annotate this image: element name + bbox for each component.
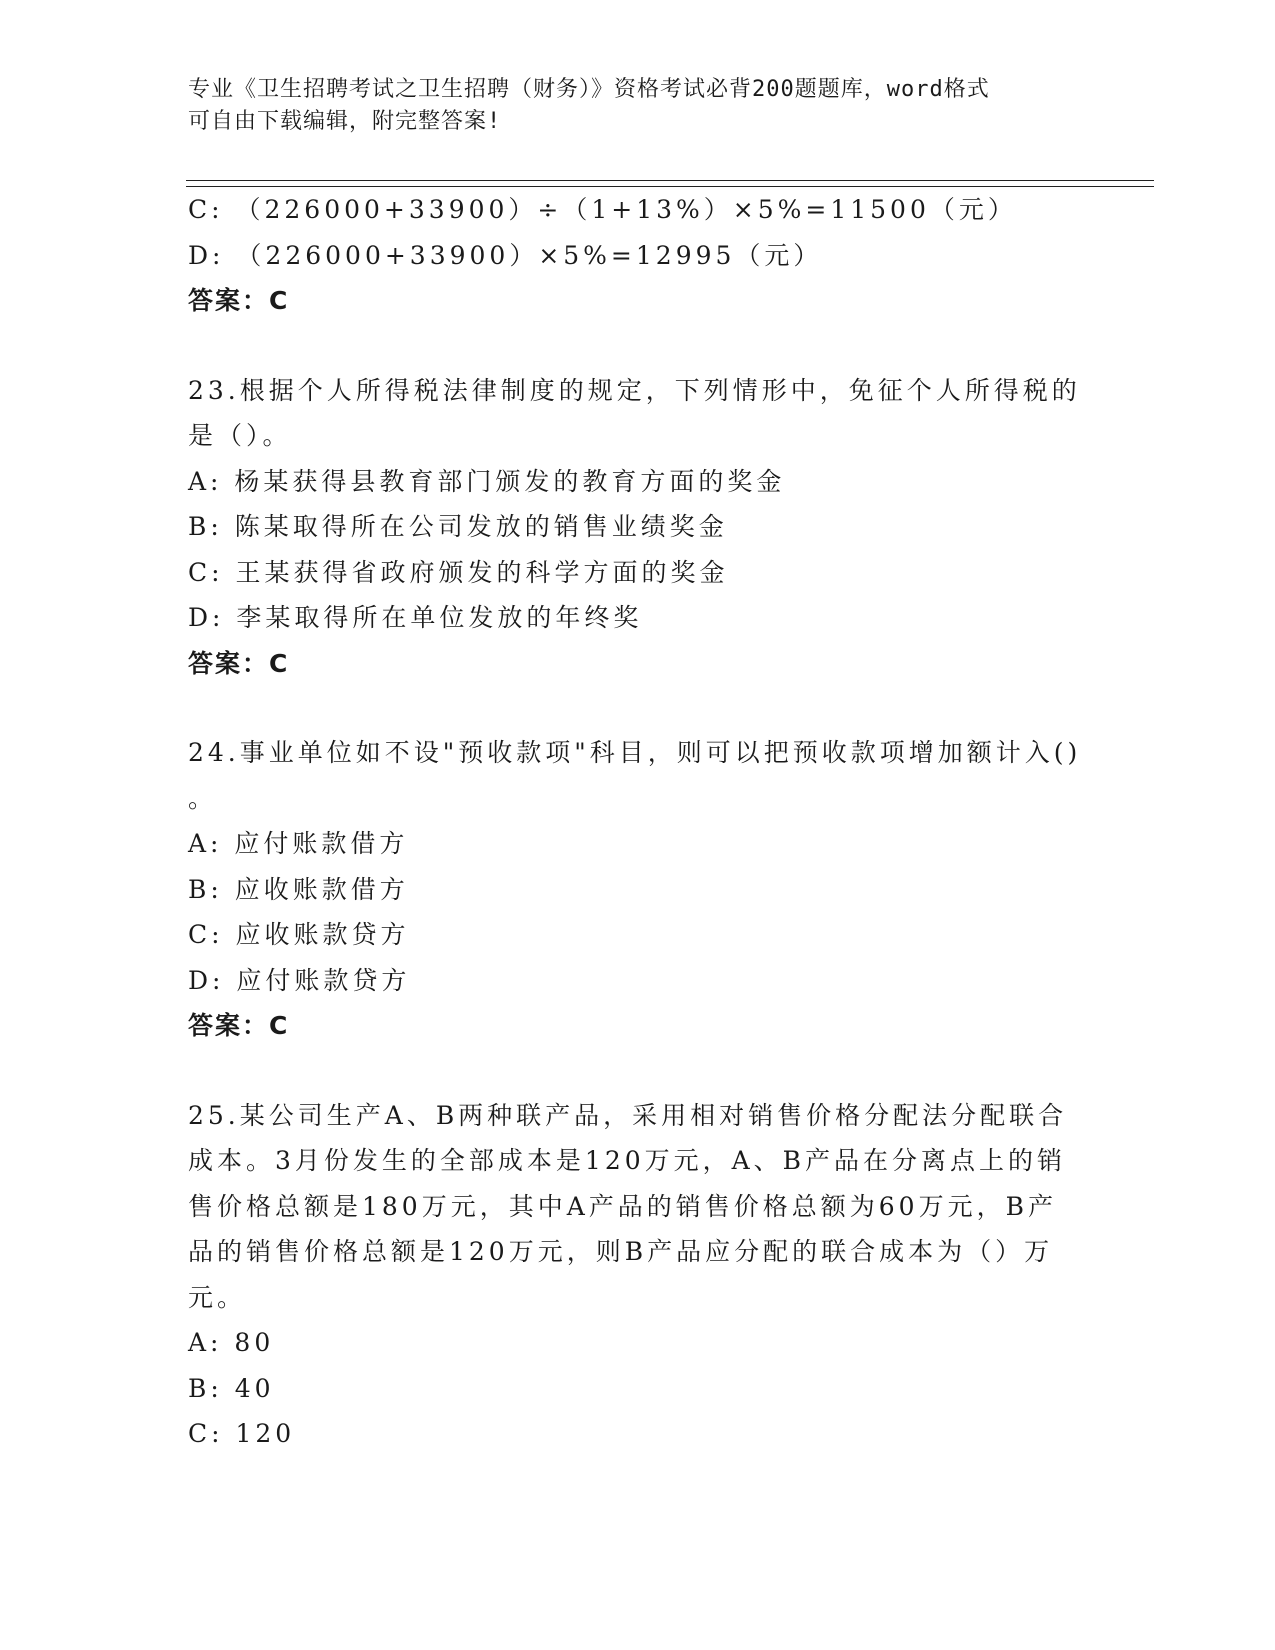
question-stem: 25.某公司生产A、B两种联产品，采用相对销售价格分配法分配联合 bbox=[188, 1100, 1068, 1130]
question-list bbox=[188, 187, 1088, 1457]
answer-line: 答案：C bbox=[188, 1011, 290, 1040]
option-a: A: 80 bbox=[188, 1328, 275, 1357]
option-d: D: （226000+33900）×5%=12995（元） bbox=[188, 240, 823, 270]
question-stem: 。 bbox=[188, 783, 218, 813]
question-stem: 售价格总额是180万元，其中A产品的销售价格总额为60万元，B产 bbox=[188, 1191, 1057, 1221]
answer-line: 答案：C bbox=[188, 286, 290, 315]
question-23 bbox=[188, 368, 1088, 687]
question-stem: 23.根据个人所得税法律制度的规定，下列情形中，免征个人所得税的 bbox=[188, 375, 1081, 405]
question-stem: 品的销售价格总额是120万元，则B产品应分配的联合成本为（）万 bbox=[188, 1237, 1054, 1266]
question-stem: 是（）。 bbox=[188, 421, 292, 450]
option-a: A: 应付账款借方 bbox=[188, 829, 409, 858]
document-header bbox=[188, 74, 1068, 138]
option-b: B: 陈某取得所在公司发放的销售业绩奖金 bbox=[188, 512, 728, 541]
question-stem: 元。 bbox=[188, 1282, 247, 1312]
answer-line: 答案：C bbox=[188, 648, 290, 678]
header-divider-top bbox=[186, 180, 1154, 181]
option-c: C: 王某获得省政府颁发的科学方面的奖金 bbox=[188, 557, 729, 587]
option-b: B: 40 bbox=[188, 1373, 275, 1403]
header-line-1: 专业《卫生招聘考试之卫生招聘（财务）》资格考试必背200题题库，word格式 bbox=[188, 77, 990, 102]
question-25 bbox=[188, 1093, 1088, 1457]
option-c: C: 应收账款贷方 bbox=[188, 920, 410, 949]
option-c: C: （226000+33900）÷（1+13%）×5%=11500（元） bbox=[188, 195, 1017, 224]
prev-question-block bbox=[188, 187, 1088, 324]
question-24 bbox=[188, 730, 1088, 1049]
option-d: D: 应付账款贷方 bbox=[188, 965, 411, 995]
option-c: C: 120 bbox=[188, 1419, 296, 1448]
question-stem: 24.事业单位如不设"预收款项"科目，则可以把预收款项增加额计入() bbox=[188, 738, 1082, 767]
option-d: D: 李某取得所在单位发放的年终奖 bbox=[188, 603, 643, 632]
header-line-2: 可自由下载编辑，附完整答案! bbox=[188, 109, 502, 134]
question-stem: 成本。3月份发生的全部成本是120万元，A、B产品在分离点上的销 bbox=[188, 1146, 1067, 1175]
option-a: A: 杨某获得县教育部门颁发的教育方面的奖金 bbox=[188, 466, 786, 496]
option-b: B: 应收账款借方 bbox=[188, 874, 409, 904]
